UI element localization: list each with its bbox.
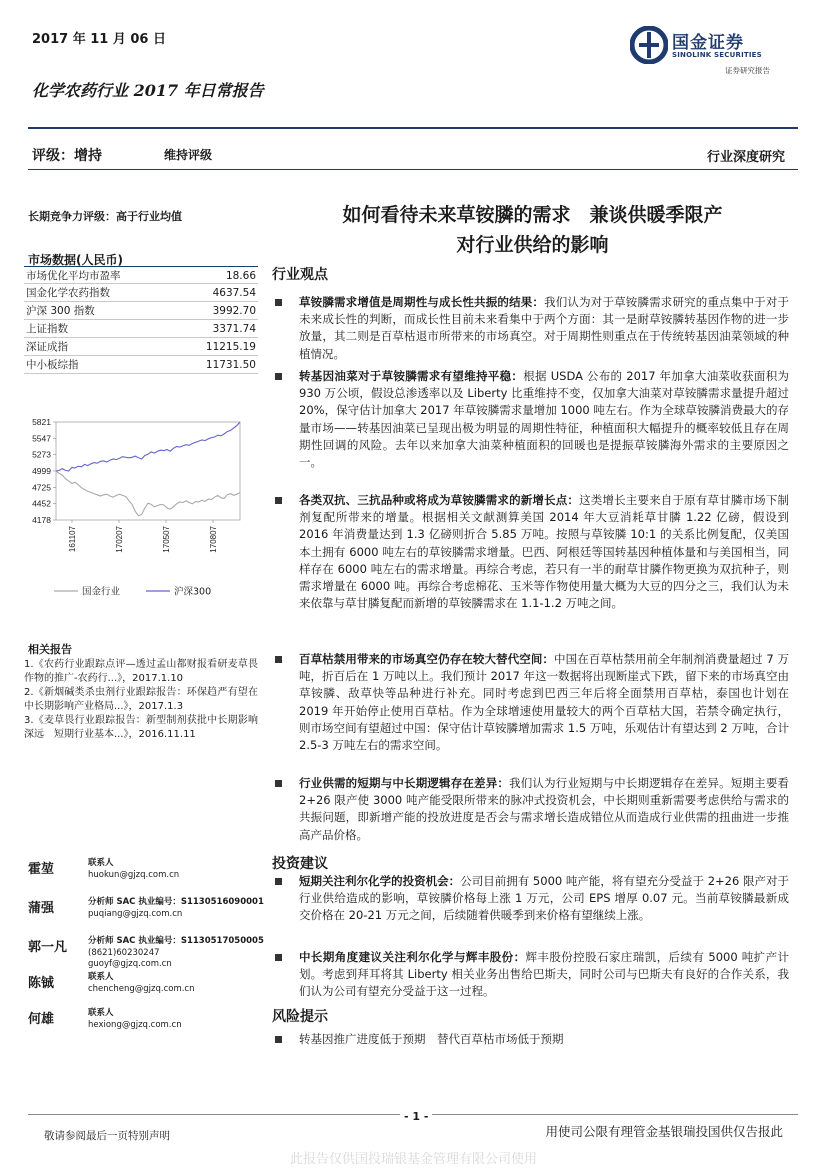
bullet-lead: 短期关注利尔化学的投资机会： xyxy=(299,874,461,888)
section-risk: 风险提示 xyxy=(272,1009,328,1025)
analyst-info xyxy=(88,897,264,920)
bullet-lead: 中长期角度建议关注利尔化学与辉丰股份： xyxy=(299,950,526,964)
bullet-lead: 行业供需的短期与中长期逻辑存在差异： xyxy=(299,776,510,790)
analyst-info xyxy=(88,936,264,971)
rating-label: 评级：增持 xyxy=(32,148,102,164)
bullet-text: 中国在百草枯禁用前全年制剂消费量超过 7 万吨，折百后在 1 万吨以上。我们预计 2017 年这一数据将出现断崖式下跌，留下来的市场真空由草铵膦、敌草快等品种进行补充。同时考虑到巴西三年后将全面禁用百草枯，泰国也计划在 2019 年开始停止使用百草枯。作为全球增速使用量较大的两个百草枯大国，若禁令确定执行，则市场空间有望超过中国：保守估计草铵膦增加需求 1.5 万吨，乐观估计有望达到 2 万吨，合计 2.5-3 万吨左右的需求空间。 xyxy=(299,652,789,753)
report-type: 行业深度研究 xyxy=(706,150,785,165)
related-report-item[interactable]: 2.《新烟碱类杀虫剂行业跟踪报告：环保趋严有望在中长期影响产业格局...》，2017.1.3 xyxy=(24,687,258,712)
analyst-card xyxy=(28,1008,278,1048)
report-series-title: 化学农药行业 2017 年日常报告 xyxy=(32,81,264,100)
bullet-text: 根据 USDA 公布的 2017 年加拿大油菜收获面积为 930 万公顷，假设总渗透率以及 Liberty 比重维持不变，仅加拿大油菜对草铵膦需求量提升超过 20%，保守估计加拿大 2017 年草铵膦需求量增加 1000 吨左右。作为全球草铵膦消费最大的存量市场——转基因油菜已呈现出极为明显的周期性特征，种植面积大幅提升的概率较低且存在周期性回调的风险。去年以来加拿大油菜种植面积的回暖也是提振草铵膦海外需求的主要原因之一。 xyxy=(299,369,789,470)
y-tick-label: 4999 xyxy=(32,466,51,476)
market-row-value: 18.66 xyxy=(225,270,256,282)
market-row-value: 4637.54 xyxy=(212,287,256,299)
market-row-value: 3992.70 xyxy=(212,305,256,317)
analyst-email[interactable]: guoyf@gjzq.com.cn xyxy=(88,959,172,969)
competitiveness-rating: 长期竞争力评级：高于行业均值 xyxy=(28,210,182,223)
header-rule xyxy=(28,127,798,129)
market-row-label: 沪深 300 指数 xyxy=(26,305,95,317)
analyst-name: 郭一凡 xyxy=(28,940,68,955)
x-tick-label: 170507 xyxy=(162,526,171,553)
invest-paragraph xyxy=(275,949,789,1001)
y-tick-label: 5547 xyxy=(32,433,51,444)
chart-plot-frame xyxy=(56,422,240,520)
bullet-text: 转基因推广进度低于预期 替代百草枯市场低于预期 xyxy=(299,1032,564,1046)
bullet-text: 公司目前拥有 5000 吨产能，将有望充分受益于 2+26 限产对于行业供给造成的影响，草铵膦价格每上涨 1 万元，公司 EPS 增厚 0.07 元。当前草铵膦最新成交价格在 20-21 万元之间，后续随着供暖季到来价格有望继续上涨。 xyxy=(299,874,789,923)
market-row xyxy=(24,302,258,320)
legend-label: 国金行业 xyxy=(82,586,121,598)
sinolink-logo-icon xyxy=(630,26,668,64)
section-investment: 投资建议 xyxy=(272,856,328,872)
y-tick-label: 4725 xyxy=(32,482,51,493)
market-row-label: 国金化学农药指数 xyxy=(26,287,110,299)
market-row xyxy=(24,338,258,356)
legend-label: 沪深300 xyxy=(174,586,212,598)
market-row xyxy=(24,266,258,284)
logo-cn-text: 国金证券 xyxy=(672,33,744,53)
page-number: - 1 - xyxy=(400,1110,432,1123)
analyst-email[interactable]: huokun@gjzq.com.cn xyxy=(88,869,180,880)
views-paragraph xyxy=(275,492,789,612)
analyst-card xyxy=(28,972,278,1012)
analyst-phone: (8621)60230247 xyxy=(88,947,160,958)
risk-paragraph xyxy=(275,1031,789,1048)
market-data-table xyxy=(24,266,258,374)
analyst-role: 分析师 SAC 执业编号：S1130517050005 xyxy=(88,936,264,946)
views-paragraph xyxy=(275,651,789,754)
market-row-value: 3371.74 xyxy=(212,323,256,335)
market-row-label: 中小板综指 xyxy=(26,359,79,371)
bullet-text: 辉丰股份控股石家庄瑞凯，后续有 5000 吨扩产计划。考虑到拜耳将其 Liberty 相关业务出售给巴斯夫，同时公司与巴斯夫有良好的合作关系，我们认为公司有望充分受益于这一过程。 xyxy=(299,950,789,999)
sinolink-logo xyxy=(630,26,790,78)
bullet-item xyxy=(275,775,789,844)
market-row xyxy=(24,284,258,302)
views-paragraph xyxy=(275,294,789,363)
y-tick-label: 5821 xyxy=(32,417,51,427)
analyst-name: 霍堃 xyxy=(28,862,55,877)
bullet-lead: 各类双抗、三抗品种或将成为草铵膦需求的新增长点： xyxy=(299,493,580,507)
market-data-title: 市场数据(人民币) xyxy=(28,253,123,267)
related-report-item[interactable]: 1.《农药行业跟踪点评—透过孟山都财报看研麦草畏作物的推广-农药行...》，2017.1.10 xyxy=(24,659,258,684)
series-line-industry xyxy=(56,471,240,516)
rating-note: 维持评级 xyxy=(164,148,213,162)
index-comparison-chart xyxy=(20,410,260,610)
market-row xyxy=(24,356,258,374)
bullet-lead: 百草枯禁用带来的市场真空仍存在较大替代空间： xyxy=(299,652,555,666)
footer-disclaimer: 敬请参阅最后一页特别声明 xyxy=(44,1130,170,1142)
related-report-item[interactable]: 3.《麦草畏行业跟踪报告：新型制剂获批中长期影响深远 短期行业基本...》，2016.11.11 xyxy=(24,715,258,740)
analyst-name: 何雄 xyxy=(28,1012,55,1027)
analyst-role: 联系人 xyxy=(88,858,114,868)
market-row-value: 11215.19 xyxy=(205,341,256,353)
footer-license-note: 用使司公限有理管金基银瑞投国供仅告报此 xyxy=(545,1124,783,1139)
views-paragraph xyxy=(275,775,789,844)
analyst-name: 蒲强 xyxy=(28,901,55,916)
y-tick-label: 4452 xyxy=(32,498,51,509)
bullet-item xyxy=(275,873,789,925)
bullet-text: 这类增长主要来自于原有草甘膦市场下制剂复配所带来的增量。根据相关文献测算美国 2014 年大豆消耗草甘膦 1.22 亿磅，假设到 2016 年消费量达到 1.3 亿磅则折合 5.85 万吨。按照与草铵膦 10:1 的关系比例复配，仅美国本土拥有 6000 吨左右的草铵膦需求增量。巴西、阿根廷等国转基因种植体量和与美国相当，同样存在 6000 吨左右的需求增量。再综合考虑，若只有一半的耐草甘膦作物更换为双抗种子，则需求增量在 6000 吨。再综合考虑棉花、玉米等作物使用量大概为大豆的四分之三，我们认为未来依靠与草甘膦复配而新增的草铵膦需求在 1.1-1.2 万吨之间。 xyxy=(299,493,790,611)
report-date: 2017 年 11 月 06 日 xyxy=(32,32,166,47)
bullet-item xyxy=(275,368,789,471)
analyst-card xyxy=(28,936,278,976)
y-tick-label: 4178 xyxy=(32,515,51,525)
x-tick-label: 161107 xyxy=(68,526,77,553)
bullet-item xyxy=(275,294,789,363)
bullet-text: 我们认为对于草铵膦需求研究的重点集中于对于未来成长性的判断，而成长性目前未来看集中于两个方面：其一是耐草铵膦转基因作物的进一步放量，其二则是百草枯退市所带来的市场真空。对于周期性则重点在于传统转基因油菜领域的种植情况。 xyxy=(299,295,790,361)
main-title-line1: 如何看待未来草铵膦的需求 兼谈供暖季限产 xyxy=(342,204,723,226)
market-row-label: 深证成指 xyxy=(26,341,68,353)
logo-subtitle: 证券研究报告 xyxy=(725,66,770,75)
analyst-role: 分析师 SAC 执业编号：S1130516090001 xyxy=(88,897,264,907)
bullet-item xyxy=(275,1031,789,1048)
bullet-item xyxy=(275,492,789,612)
subheader-rule xyxy=(28,169,798,170)
logo-en-text: SINOLINK SECURITIES xyxy=(672,51,762,59)
invest-paragraph xyxy=(275,873,789,925)
analyst-email[interactable]: hexiong@gjzq.com.cn xyxy=(88,1019,182,1030)
bullet-lead: 转基因油菜对于草铵膦需求有望维持平稳： xyxy=(299,369,524,383)
analyst-info xyxy=(88,1008,182,1031)
market-row-label: 上证指数 xyxy=(26,323,68,335)
bullet-item xyxy=(275,651,789,754)
market-row-label: 市场优化平均市盈率 xyxy=(26,270,121,282)
bullet-lead: 草铵膦需求增值是周期性与成长性共振的结果： xyxy=(299,295,545,309)
analyst-info xyxy=(88,858,179,881)
analyst-name: 陈铖 xyxy=(28,976,55,991)
market-row-value: 11731.50 xyxy=(205,359,256,371)
analyst-card xyxy=(28,897,278,937)
bullet-item xyxy=(275,949,789,1001)
section-industry-views: 行业观点 xyxy=(272,267,328,283)
related-reports-list xyxy=(24,658,258,742)
analyst-card xyxy=(28,858,278,898)
analyst-info xyxy=(88,972,194,995)
analyst-email[interactable]: chencheng@gjzq.com.cn xyxy=(88,983,195,994)
x-tick-label: 170207 xyxy=(115,526,124,553)
y-tick-label: 5273 xyxy=(32,449,51,460)
x-tick-label: 170807 xyxy=(209,526,218,553)
related-reports-title: 相关报告 xyxy=(28,643,72,656)
bullet-text: 我们认为行业短期与中长期逻辑存在差异。短期主要看 2+26 限产使 3000 吨产能受限所带来的脉冲式投资机会，中长期则重新需要考虑供给与需求的共振问题，即新增产能的投放进度是否会与需求增长造成错位从而造成行业供需的扭曲进一步推高产品价格。 xyxy=(299,776,790,842)
main-title xyxy=(265,200,800,260)
analyst-role: 联系人 xyxy=(88,1008,114,1018)
analyst-role: 联系人 xyxy=(88,972,114,982)
views-paragraph xyxy=(275,368,789,471)
analyst-email[interactable]: puqiang@gjzq.com.cn xyxy=(88,908,183,919)
market-row xyxy=(24,320,258,338)
series-line-csi300 xyxy=(56,422,240,471)
watermark-text: 此报告仅供国投瑞银基金管理有限公司使用 xyxy=(289,1152,537,1167)
main-title-line2: 对行业供给的影响 xyxy=(456,234,609,256)
